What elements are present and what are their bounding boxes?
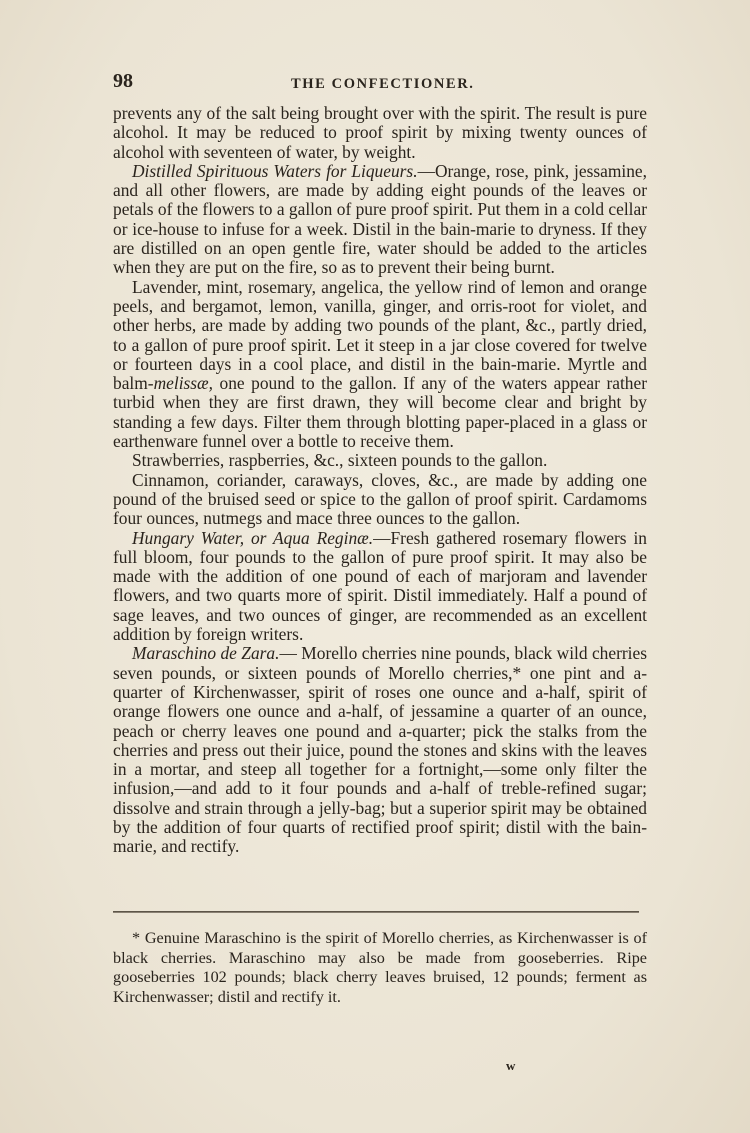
paragraph-cinnamon: Cinnamon, coriander, caraways, cloves, &c., are made by adding one pound of the bruised seed or spice to the gallon of proof spirit. Cardamoms four ounces, nutmegs and mace three ounces to the gallon. xyxy=(113,469,647,529)
paragraph-text: — Morello cherries nine pounds, black wild cherries seven pounds, or sixteen pounds of Morello cherries,* one pint and a-quarter of Kirchenwasser, spirit of roses one ounce and a-half, spirit of orange flowers one ounce and a-half, of jessamine a quarter of an ounce, peach or cherry leaves one pound and a-quarter; pick the stalks from the cherries and press out their juice, pound the stones and skins with the leaves in a mortar, and steep all together for a fortnight,—some only filter the infusion,—and add to it four pounds and a-half of treble-refined sugar; dissolve and strain through a jelly-bag; but a superior spirit may be obtained by the addition of four quarts of rectified proof spirit; distil with the bain-marie, and rectify. xyxy=(113,643,647,857)
paragraph-hungary-water xyxy=(113,529,647,645)
page-number: 98 xyxy=(113,70,133,92)
paragraph-distilled-waters xyxy=(113,162,647,278)
paragraph-text: —Fresh gathered rosemary flowers in full bloom, four pounds to the gallon of pure proof spirit. It may also be made with the addition of one pound of each of marjoram and lavender flowers, and two quarts more of spirit. Distil immediately. Half a pound of sage leaves, and two ounces of ginger, are recommended as an excellent addition by foreign writers. xyxy=(113,527,647,645)
paragraph-maraschino xyxy=(113,644,647,856)
paragraph-text: —Orange, rose, pink, jessamine, and all other flowers, are made by adding eight pounds of the leaves or petals of the flowers to a gallon of pure proof spirit. Put them in a cold cellar or ice-house to infuse for a week. Distil in the bain-marie to dryness. If they are distilled on an open gentle fire, water should be added to the articles when they are put on the fire, so as to prevent their being burnt. xyxy=(113,160,647,278)
paragraph-continuation: prevents any of the salt being brought over with the spirit. The result is pure alcohol. It may be reduced to proof spirit by mixing twenty ounces of alcohol with seventeen of water, by weight. xyxy=(113,103,647,162)
section-heading-distilled-waters: Distilled Spirituous Waters for Liqueurs. xyxy=(132,160,418,181)
main-text xyxy=(113,104,647,857)
paragraph-lavender xyxy=(113,278,647,452)
running-head: THE CONFECTIONER. xyxy=(291,76,475,92)
footnote xyxy=(113,929,647,1007)
section-heading-hungary-water: Hungary Water, or Aqua Reginæ. xyxy=(132,527,374,548)
page-header xyxy=(113,70,647,100)
italic-term-melissae: melissæ, xyxy=(153,373,214,394)
footnote-text: * Genuine Maraschino is the spirit of Morello cherries, as Kirchenwasser is of black cherries. Maraschino may also be made from gooseberries. Ripe gooseberries 102 pounds; black cherry leaves bruised, 12 pounds; ferment as Kirchenwasser; distil and rectify it. xyxy=(113,929,647,1006)
paragraph-text: Lavender, mint, rosemary, angelica, the yellow rind of lemon and orange peels, and bergamot, lemon, vanilla, ginger, and orris-root for violet, and other herbs, are made by adding two pounds of the plant, &c., partly dried, to a gallon of pure proof spirit. Let it steep in a jar close covered for twelve or fourteen days in a cool place, and distil in the bain-marie. Myrtle and balm- xyxy=(113,276,647,394)
footnote-divider xyxy=(113,911,639,913)
printer-signature-mark: w xyxy=(506,1058,516,1073)
paragraph-text: one pound to the gallon. If any of the waters appear rather turbid when they are first drawn, they will become clear and bright by standing a few days. Filter them through blotting paper-placed in a glass or earthenware funnel over a bottle to receive them. xyxy=(113,373,647,452)
paragraph-strawberries: Strawberries, raspberries, &c., sixteen pounds to the gallon. xyxy=(132,450,548,471)
section-heading-maraschino: Maraschino de Zara. xyxy=(132,643,280,664)
